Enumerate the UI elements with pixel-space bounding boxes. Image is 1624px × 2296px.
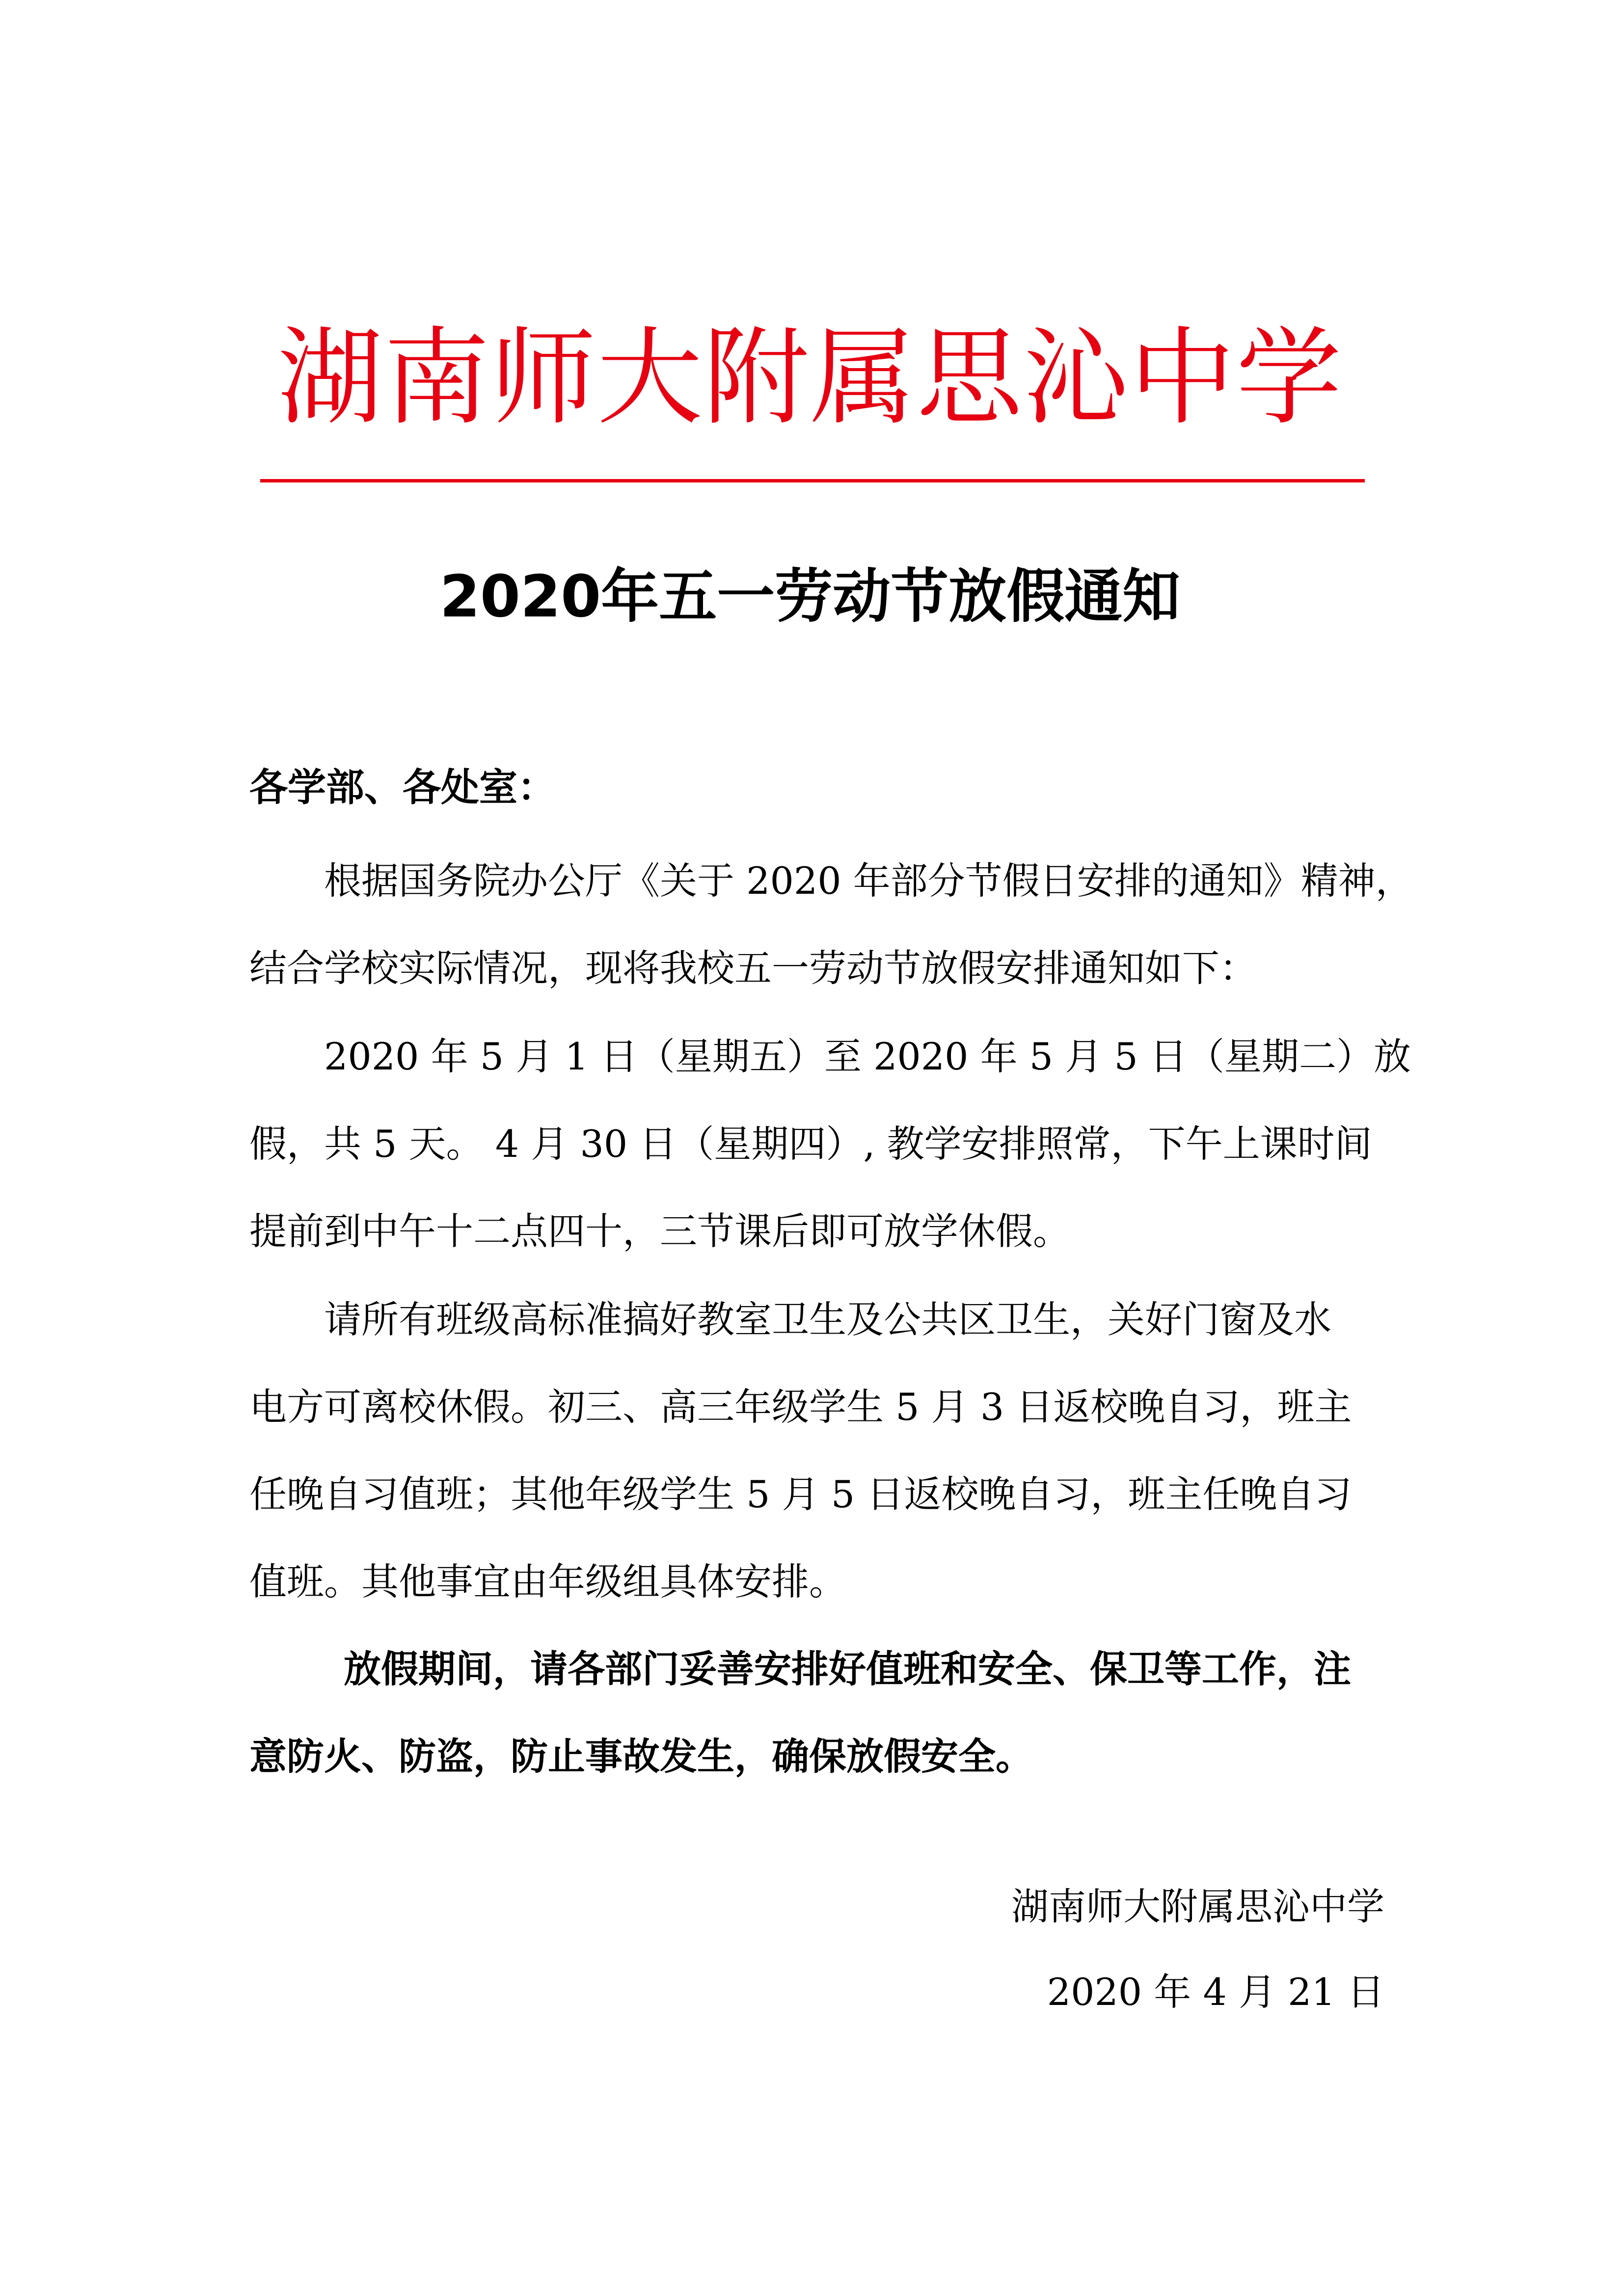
signature-date: 2020 年 4 月 21 日 [1047, 1970, 1384, 2014]
letterhead-title: 湖南师大附属思沁中学 [277, 316, 1343, 439]
body-line-3: 2020 年 5 月 1 日（星期五）至 2020 年 5 月 5 日（星期二）放 [324, 1035, 1411, 1078]
body-line-1: 根据国务院办公厅《关于 2020 年部分节假日安排的通知》精神， [324, 859, 1413, 903]
body-line-11: 意防火、防盗，防止事故发生，确保放假安全。 [249, 1735, 1033, 1778]
notice-title: 2020年五一劳动节放假通知 [439, 562, 1181, 630]
body-line-4: 假，共 5 天。 4 月 30 日（星期四）, 教学安排照常，下午上课时间 [249, 1122, 1372, 1166]
body-line-6: 请所有班级高标准搞好教室卫生及公共区卫生，关好门窗及水 [324, 1298, 1331, 1341]
body-line-7: 电方可离校休假。初三、高三年级学生 5 月 3 日返校晚自习，班主 [249, 1385, 1352, 1429]
letterhead-red-rule [260, 479, 1365, 482]
body-line-8: 任晚自习值班；其他年级学生 5 月 5 日返校晚自习，班主任晚自习 [249, 1472, 1352, 1516]
body-line-2: 结合学校实际情况，现将我校五一劳动节放假安排通知如下： [249, 946, 1257, 990]
salutation: 各学部、各处室： [249, 766, 556, 810]
body-line-10: 放假期间，请各部门妥善安排好值班和安全、保卫等工作，注 [344, 1647, 1351, 1691]
body-line-9: 值班。其他事宜由年级组具体安排。 [249, 1560, 846, 1603]
signature-organization: 湖南师大附属思沁中学 [1011, 1885, 1384, 1928]
body-line-5: 提前到中午十二点四十，三节课后即可放学休假。 [249, 1209, 1070, 1253]
